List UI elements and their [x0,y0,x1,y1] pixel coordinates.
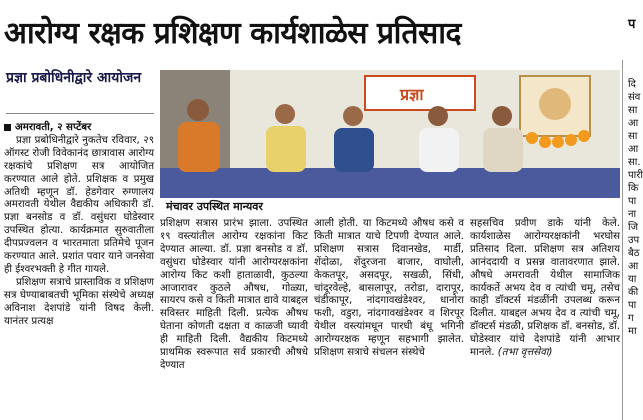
paragraph: प्रशिक्षण सत्राचे प्रास्ताविक व प्रशिक्षण सत्र घेण्याबाबतची भूमिका संस्थेचे अध्यक्ष अविनाश देशपांडे यांनी विषद केली. यानंतर प्रत्यक्ष [4,276,154,327]
subhead-rule [6,113,154,114]
adjacent-article-fragment [628,78,643,418]
article-column-3 [314,218,464,418]
paragraph: दि संव सा आ सा आ सा. पारी कि पा ना जि उप बैठ आ या की पा ग मा [628,79,643,337]
paragraph: प्रशिक्षण सत्रास प्रारंभ झाला. उपस्थित १९ वस्त्यांतील आरोग्य रक्षकांना किट देण्यात आल्या. डॉ. प्रज्ञा बनसोड व डॉ. वसुंधरा घोडेस्वार यांनी आरोग्यरक्षकांना आरोग्य किट कशी हाताळावी, कुठल्या आजारावर कुठले औषध, गोळ्या, सायरप कसे व किती मात्रात द्यावे याबद्दल सविस्तर माहिती दिली. प्रत्येक औषध घेताना कोणती दक्षता व काळजी घ्यावी ही माहिती दिली. वैद्यकीय किटमध्ये प्राथमिक स्वरूपात सर्व प्रकारची औषधे देण्यात [160,218,308,371]
headline: आरोग्य रक्षक प्रशिक्षण कार्यशाळेस प्रतिसाद [4,16,461,51]
article-column-1 [4,122,154,418]
column-rule [622,60,623,420]
photo-caption: मंचावर उपस्थित मान्यवर [166,200,263,213]
paragraph: प्रज्ञा प्रबोधिनीद्वारे नुकतेच रविवार, २९ ऑगस्ट रोजी विवेकानंद छात्रावास आरोग्य रक्षकांचे प्रशिक्षण सत्र आयोजित करण्यात आले होते. प्रशिक्षक व प्रमुख अतिथी म्हणून डॉ. हेडगेवार रुग्णालय अमरावती येथील वैद्यकीय अधिकारी डॉ. प्रज्ञा बनसोड व डॉ. वसुंधरा घोडेस्वार उपस्थित होत्या. कार्यक्रमात सुरुवातीला दीपप्रज्वलन व भारतमाता प्रतिमेचे पूजन करण्यात आले. प्रशांत पवार याने जनसेवा ही ईश्वरभक्ती हे गीत गायले. [4,134,154,275]
photo-illustration [160,70,620,198]
article-column-4 [470,218,620,418]
dateline: अमरावती, २ सप्टेंबर [4,122,154,135]
article-column-2 [160,218,308,418]
subheadline: प्रज्ञा प्रबोधिनीद्वारे आयोजन [6,70,142,86]
bullet-icon [4,124,11,131]
paragraph: आली होती. या किटमध्ये औषध कसे व किती मात्रात याचे टिपणी देण्यात आले. प्रशिक्षण सत्रास दिवानखेड, मार्डी, शेंदोळा, शेंदुरजना बाजार, वाघोली, केकतपूर, असदपूर, सखळी, सिंधी, चांदूरवेल्हे, बासलापूर, तरोडा, दारापूर, चंडीकापूर, नांदगावखंडेश्वर, धानोरा फशी, वडुरा, नांदगावखंडेश्वर व शिरपूर येथील वस्त्यांमधून पारधी बंधू भगिनी आरोग्यरक्षक म्हणून सहभागी झालेत. प्रशिक्षण सत्राचे संचलन संस्थेचे [314,218,464,359]
credit: (तभा वृत्तसेवा) [497,347,553,359]
paragraph: सहसचिव प्रवीण डाके यांनी केले. कार्यशाळेस आरोग्यरक्षकांनी भरघोस प्रतिसाद दिला. प्रशिक्षण सत्र अतिशय आनंददायी व प्रसन्न वातावरणात झाले. औषधे अमरावती येथील सामाजिक कार्यकर्ते अभय देव व त्यांची चमू, तसेच काही डॉक्टर्स मंडळींनी उपलब्ध करून दिलीत. याबद्दल अभय देव व त्यांची चमू, डॉक्टर्स मंडळी, प्रशिक्षक डॉ. बनसोड, डॉ. घोडेस्वार यांचे देशपांडे यांनी आभार मानले. (तभा वृत्तसेवा) [470,218,620,359]
right-strip-title: प [628,17,636,32]
news-photo [160,70,620,198]
banner-text: प्रज्ञा [400,85,424,104]
